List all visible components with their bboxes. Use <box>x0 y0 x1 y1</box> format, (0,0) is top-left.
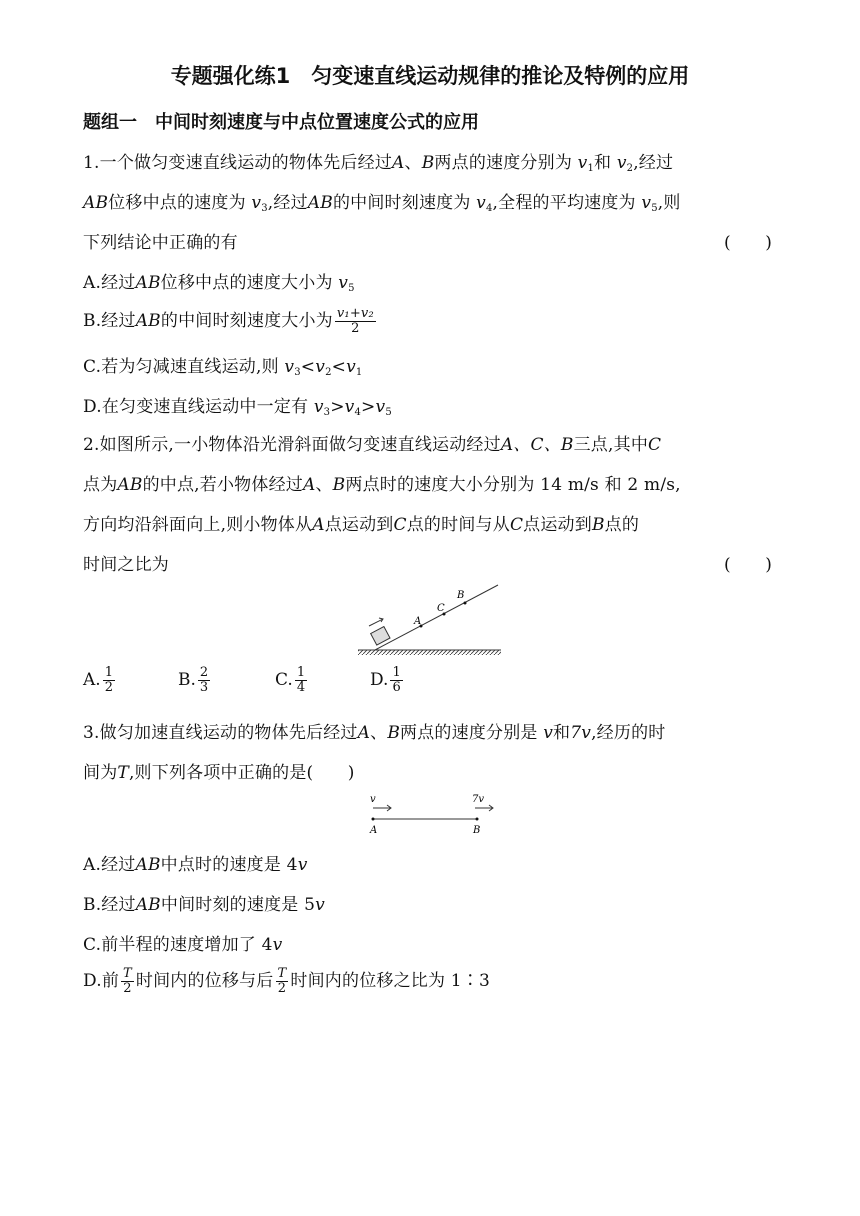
fraction-denominator: 2 <box>351 321 360 336</box>
fraction <box>103 666 115 695</box>
label-a: A <box>414 616 422 627</box>
q1-text: ,经过 <box>633 153 674 173</box>
q3-line1 <box>83 718 665 743</box>
q1-text: 和 <box>594 153 612 173</box>
fraction <box>276 967 289 996</box>
points-acb: A、C、B <box>500 435 574 455</box>
q2-text: 点的 <box>604 515 640 535</box>
option-text: B.经过 <box>83 311 136 331</box>
ground-hatch <box>358 650 501 655</box>
fraction-numerator: T <box>123 966 132 981</box>
point-a: A <box>302 475 316 495</box>
ab-segment: AB <box>307 193 333 213</box>
subscript: 5 <box>385 407 392 418</box>
arrow-icon <box>475 805 493 811</box>
subscript: 4 <box>485 203 493 214</box>
fraction-denominator: 6 <box>392 680 401 695</box>
q2-line4: 时间之比为 <box>83 555 169 575</box>
point-b-dot <box>476 818 479 821</box>
t-symbol: T <box>117 763 129 783</box>
arrow-icon <box>373 805 391 811</box>
answer-paren: ( ) <box>724 555 773 575</box>
incline-diagram <box>355 582 505 658</box>
q1-option-b[interactable] <box>83 306 378 336</box>
point-b: B <box>421 153 435 173</box>
q1-option-d[interactable] <box>83 392 392 418</box>
v-symbol: v <box>641 193 652 213</box>
option-text: A.经过 <box>83 273 136 293</box>
fraction-numerator: 1 <box>392 665 401 680</box>
q2-line1 <box>83 430 661 455</box>
point-a: A <box>392 153 405 173</box>
fraction-numerator: 1 <box>104 665 113 680</box>
v-symbol: v <box>313 397 324 417</box>
v-symbol: v <box>297 855 308 875</box>
label-v: v <box>370 794 376 805</box>
option-text: B.经过 <box>83 895 136 915</box>
point-b: B <box>591 515 605 535</box>
fraction-numerator: T <box>277 966 287 981</box>
greater-than: > <box>330 397 345 417</box>
subscript: 4 <box>354 407 362 418</box>
q2-text: 两点时的速度大小分别为 14 m/s 和 2 m/s, <box>345 475 681 495</box>
q2-text: 点的时间与从 <box>406 515 510 535</box>
separator: 、 <box>370 723 388 743</box>
point-a: A <box>312 515 325 535</box>
q3-line2 <box>83 758 355 783</box>
option-text: 时间内的位移与后 <box>135 971 274 991</box>
point-a-dot <box>372 818 375 821</box>
separator: 、 <box>315 475 333 495</box>
option-label: A. <box>83 670 101 690</box>
q2-text: 点运动到 <box>324 515 394 535</box>
ab-segment: AB <box>135 895 161 915</box>
q3-text: 3.做匀加速直线运动的物体先后经过 <box>83 723 358 743</box>
option-text: 中间时刻的速度是 5 <box>160 895 316 915</box>
ab-segment: AB <box>135 855 161 875</box>
section-heading: 题组一 中间时刻速度与中点位置速度公式的应用 <box>83 112 479 133</box>
q1-text: 位移中点的速度为 <box>108 193 246 213</box>
q2-option-c[interactable] <box>275 666 309 695</box>
fraction-denominator: 2 <box>123 981 132 996</box>
subscript: 3 <box>323 407 331 418</box>
fraction-numerator: 2 <box>199 665 209 680</box>
label-a: A <box>370 825 378 836</box>
less-than: < <box>331 357 347 377</box>
point-b: B <box>332 475 346 495</box>
fraction <box>390 666 402 695</box>
subscript: 3 <box>294 367 301 378</box>
v-symbol: v <box>338 273 349 293</box>
ab-segment: AB <box>117 475 143 495</box>
fraction-numerator: 1 <box>296 665 306 680</box>
q2-option-b[interactable] <box>178 666 212 695</box>
option-text: C.前半程的速度增加了 4 <box>83 935 273 955</box>
q1-text: ,经过 <box>267 193 308 213</box>
point-c: C <box>393 515 407 535</box>
q1-text: ,全程的平均速度为 <box>492 193 636 213</box>
velocity-diagram <box>365 792 495 838</box>
q3-option-a[interactable] <box>83 850 308 875</box>
subscript: 3 <box>261 203 268 214</box>
q2-text: 点运动到 <box>523 515 592 535</box>
q2-text: 点为 <box>83 475 118 495</box>
fraction <box>121 967 134 996</box>
q1-option-c[interactable] <box>83 352 362 378</box>
q2-text: 方向均沿斜面向上,则小物体从 <box>83 515 313 535</box>
label-c: C <box>437 603 445 614</box>
point-b: B <box>387 723 401 743</box>
ab-segment: AB <box>135 311 161 331</box>
separator: 、 <box>404 153 422 173</box>
subscript: 2 <box>626 163 634 174</box>
q1-option-a[interactable] <box>83 268 355 294</box>
label-b: B <box>457 590 465 601</box>
fraction-denominator: 2 <box>277 981 287 996</box>
q2-text: 2.如图所示,一小物体沿光滑斜面做匀变速直线运动经过 <box>83 435 501 455</box>
q1-text: 1.一个做匀变速直线运动的物体先后经过 <box>83 153 393 173</box>
option-label: C. <box>275 670 293 690</box>
q2-option-a[interactable] <box>83 666 117 695</box>
block <box>371 627 390 646</box>
incline-line <box>375 585 498 650</box>
less-than: < <box>300 357 316 377</box>
v-symbol: v <box>344 397 355 417</box>
v-symbol: v <box>284 357 295 377</box>
label-b: B <box>473 825 481 836</box>
ab-segment: AB <box>135 273 161 293</box>
v-symbol: v <box>577 153 588 173</box>
fraction-denominator: 3 <box>199 680 209 695</box>
option-text: 的中间时刻速度大小为 <box>160 311 333 331</box>
v-symbol: v <box>315 357 326 377</box>
q2-text: 的中点,若小物体经过 <box>142 475 303 495</box>
v-symbol: v <box>272 935 283 955</box>
q1-text: 两点的速度分别为 <box>434 153 573 173</box>
fraction-denominator: 4 <box>296 680 306 695</box>
q1-text: 的中间时刻速度为 <box>332 193 471 213</box>
v7-symbol: 7v <box>570 723 592 743</box>
option-text: 时间内的位移之比为 1∶3 <box>290 971 491 991</box>
fraction <box>198 666 210 695</box>
fraction <box>295 666 307 695</box>
point-c: C <box>648 435 662 455</box>
v-symbol: v <box>616 153 627 173</box>
q1-text: ,则 <box>657 193 681 213</box>
q1-line2 <box>83 188 681 214</box>
q1-line1 <box>83 148 673 174</box>
q1-line3: 下列结论中正确的有 <box>83 233 238 253</box>
v-symbol: v <box>315 895 325 915</box>
subscript: 1 <box>355 367 363 378</box>
option-text: 位移中点的速度大小为 <box>160 273 333 293</box>
fraction <box>335 307 376 336</box>
option-text: C.若为匀减速直线运动,则 <box>83 357 279 377</box>
point-b-dot <box>464 602 467 605</box>
q2-line2 <box>83 470 681 495</box>
arrow-icon <box>369 618 383 626</box>
q2-option-d[interactable] <box>370 666 405 695</box>
option-text: D.前 <box>83 971 120 991</box>
page-title: 专题强化练1 匀变速直线运动规律的推论及特例的应用 <box>170 64 690 88</box>
subscript: 5 <box>348 283 355 294</box>
q3-text: ,经历的时 <box>591 723 666 743</box>
q3-text: 和 <box>553 723 571 743</box>
fraction-denominator: 2 <box>104 680 113 695</box>
option-text: 中点时的速度是 4 <box>160 855 298 875</box>
q3-option-b[interactable] <box>83 890 325 915</box>
v-symbol: v <box>476 193 486 213</box>
option-label: B. <box>178 670 196 690</box>
v-symbol: v <box>375 397 386 417</box>
subscript: 5 <box>651 203 658 214</box>
q2-line3 <box>83 510 639 535</box>
v-symbol: v <box>543 723 554 743</box>
point-a: A <box>357 723 371 743</box>
option-label: D. <box>370 670 389 690</box>
q3-text: ,则下列各项中正确的是( ) <box>128 763 355 783</box>
subscript: 1 <box>587 163 595 174</box>
option-text: A.经过 <box>83 855 136 875</box>
option-text: D.在匀变速直线运动中一定有 <box>83 397 309 417</box>
q3-text: 两点的速度分别是 <box>400 723 538 743</box>
ab-segment: AB <box>83 193 109 213</box>
greater-than: > <box>361 397 376 417</box>
v-symbol: v <box>346 357 356 377</box>
fraction-numerator: v₁+v₂ <box>336 306 374 321</box>
answer-paren: ( ) <box>724 233 773 253</box>
q3-text: 间为 <box>83 763 118 783</box>
v-symbol: v <box>251 193 262 213</box>
subscript: 2 <box>325 367 332 378</box>
label-7v: 7v <box>472 794 485 805</box>
point-c: C <box>509 515 524 535</box>
q3-option-d[interactable] <box>83 966 490 996</box>
q2-text: 三点,其中 <box>573 435 649 455</box>
q3-option-c[interactable] <box>83 930 282 955</box>
